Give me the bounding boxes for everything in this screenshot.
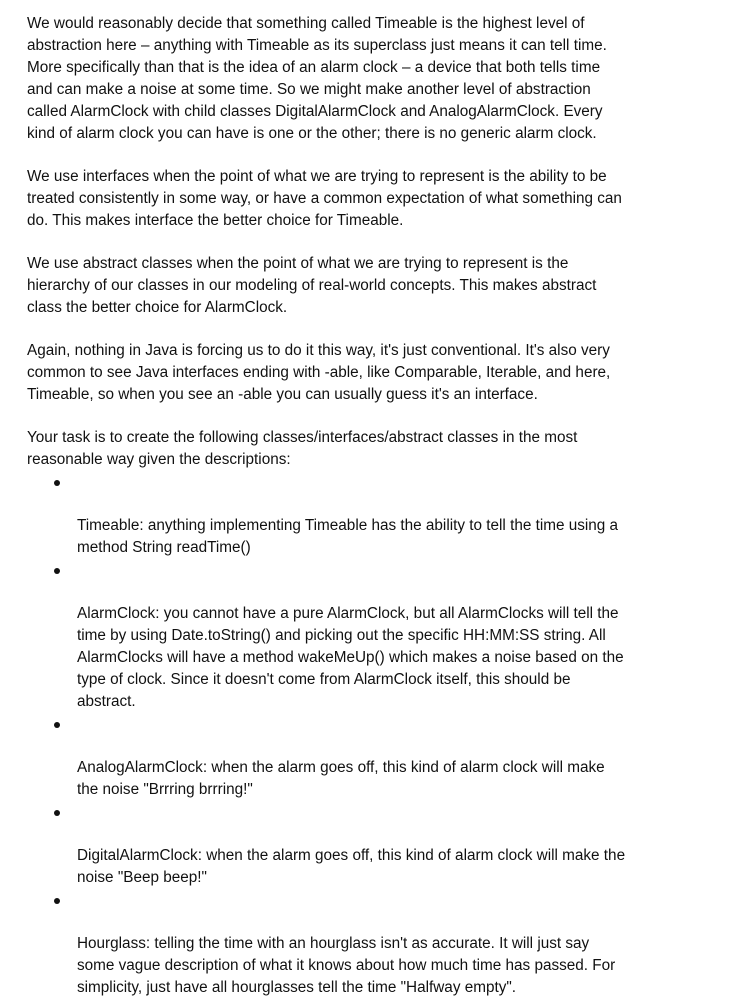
paragraph-task-intro: Your task is to create the following classes/interfaces/abstract classes in the most reasonable way given the descriptions:: [27, 429, 578, 468]
bullet-dot-icon: [54, 722, 60, 728]
bullet-item-alarmclock: [27, 559, 727, 713]
paragraph-interfaces: We use interfaces when the point of what we are trying to represent is the ability to be treated consistently in some way, or have a common expectation of what something can do. This makes interface the better choice for Timeable.: [27, 168, 622, 229]
paragraph-spacer: [27, 319, 727, 340]
bullet-text: AlarmClock: you cannot have a pure AlarmClock, but all AlarmClocks will tell the time by using Date.toString() and picking out the specific HH:MM:SS string. All AlarmClocks will have a method wakeMeUp() which makes a noise based on the type of clock. Since it doesn't come from AlarmClock itself, this should be abstract.: [77, 605, 624, 710]
bullet-item-analogalarmclock: [27, 713, 727, 801]
bullet-text: Hourglass: telling the time with an hourglass isn't as accurate. It will just say some vague description of what it knows about how much time has passed. For simplicity, just have all hourglasses tell the time "Halfway empty".: [77, 935, 616, 996]
bullet-item-timeable: [27, 471, 727, 559]
bullet-dot-icon: [54, 810, 60, 816]
bullet-text: Timeable: anything implementing Timeable has the ability to tell the time using a method String readTime(): [77, 517, 619, 556]
paragraph-spacer: [27, 406, 727, 427]
paragraph-spacer: [27, 145, 727, 166]
bullet-item-digitalalarmclock: [27, 801, 727, 889]
paragraph-abstraction-intro: We would reasonably decide that something called Timeable is the highest level of abstraction here – anything with Timeable as its superclass just means it can tell time. More specifically than that is the idea of an alarm clock – a device that both tells time and can make a noise at some time. So we might make another level of abstraction called AlarmClock with child classes DigitalAlarmClock and AnalogAlarmClock. Every kind of alarm clock you can have is one or the other; there is no generic alarm clock.: [27, 15, 607, 142]
paragraph-java-conventions: Again, nothing in Java is forcing us to do it this way, it's just conventional. It's also very common to see Java interfaces ending with -able, like Comparable, Iterable, and here, Timeable, so when you see an -able you can usually guess it's an interface.: [27, 342, 611, 403]
paragraph-abstract-classes: We use abstract classes when the point of what we are trying to represent is the hierarchy of our classes in our modeling of real-world concepts. This makes abstract class the better choice for AlarmClock.: [27, 255, 597, 316]
paragraph-spacer: [27, 232, 727, 253]
document-body: [27, 13, 727, 999]
bullet-dot-icon: [54, 480, 60, 486]
bullet-text: DigitalAlarmClock: when the alarm goes off, this kind of alarm clock will make the noise "Beep beep!": [77, 847, 626, 886]
bullet-text: AnalogAlarmClock: when the alarm goes off, this kind of alarm clock will make the noise "Brrring brrring!": [77, 759, 605, 798]
bullet-dot-icon: [54, 898, 60, 904]
bullet-item-hourglass: [27, 889, 727, 999]
bullet-dot-icon: [54, 568, 60, 574]
task-bullet-list: [27, 471, 727, 999]
